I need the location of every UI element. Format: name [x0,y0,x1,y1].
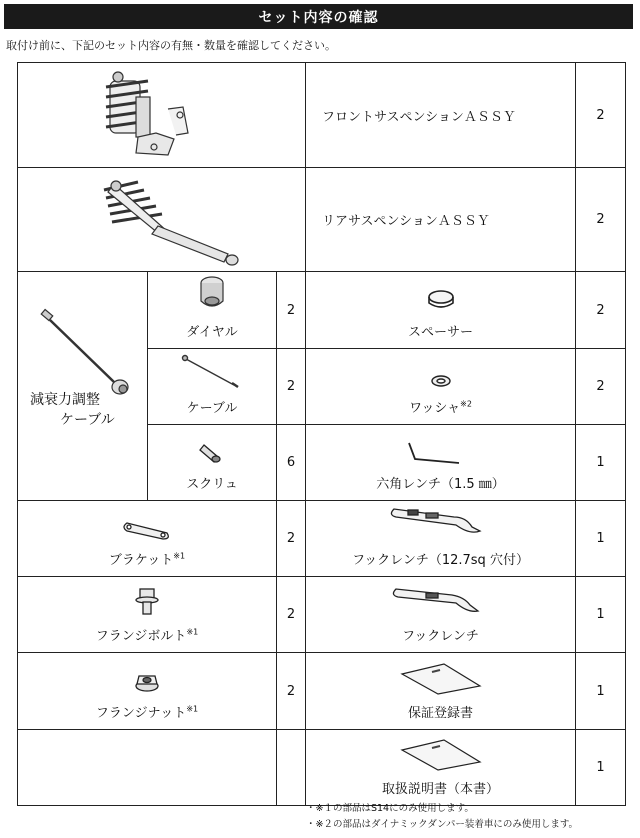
front-suspension-name: フロントサスペンションＡＳＳＹ [306,63,576,168]
table-row [18,272,626,349]
parts-table [17,62,626,806]
cable-group-label [30,390,115,430]
table-row [18,577,626,653]
table-row [18,653,626,730]
hex-wrench-icon [401,437,481,467]
cable-group-line2: ケーブル [60,412,115,428]
manual-qty: 1 [576,730,626,806]
warranty-card-icon [396,660,486,696]
cable-name: ケーブル [186,401,238,416]
front-suspension-illustration [18,63,306,163]
section-title: セット内容の確認 [4,4,633,29]
hook-wrench-sq-qty: 1 [576,501,626,577]
flange-nut-icon [127,668,167,696]
flange-bolt-note-mark: ※1 [186,627,199,637]
table-row [18,63,626,168]
manual-name: 取扱説明書（本書） [382,782,500,797]
footnote-1: ・※１の部品はS14にのみ使用します。 [306,803,474,814]
screw-qty: 6 [277,425,306,501]
cable-group-cell [18,272,148,501]
screw-icon [192,437,232,467]
cable-group-line1: 減衰力調整 [30,392,100,408]
table-row [18,730,626,806]
spacer-qty: 2 [576,272,626,349]
warranty-card-qty: 1 [576,653,626,730]
hook-wrench-name: フックレンチ [402,629,479,644]
footnote-2: ・※２の部品はダイナミックダンパー装着車にのみ使用します。 [306,819,579,830]
hook-wrench-icon [386,583,496,619]
front-suspension-qty: 2 [576,63,626,168]
dial-qty: 2 [277,272,306,349]
flange-nut-name: フランジナット [95,706,187,721]
bracket-qty: 2 [277,501,306,577]
warranty-card-name: 保証登録書 [408,706,474,721]
flange-bolt-qty: 2 [277,577,306,653]
table-row [18,168,626,272]
bracket-note-mark: ※1 [173,551,186,561]
washer-note-mark: ※2 [460,399,472,409]
hook-wrench-sq-name: フックレンチ（12.7sq 穴付） [352,553,529,568]
flange-nut-qty: 2 [277,653,306,730]
dial-name: ダイヤル [186,325,238,340]
hook-wrench-sq-icon [386,501,496,543]
spacer-name: スペーサー [408,325,474,340]
hook-wrench-qty: 1 [576,577,626,653]
manual-icon [396,736,486,772]
rear-suspension-qty: 2 [576,168,626,272]
washer-qty: 2 [576,349,626,425]
table-row [18,501,626,577]
flange-nut-note-mark: ※1 [186,704,199,714]
bracket-name: ブラケット [108,553,174,568]
cable-icon [172,353,252,391]
footnotes [306,801,578,833]
rear-suspension-illustration [18,168,306,267]
screw-name: スクリュ [186,477,238,492]
washer-icon [421,369,461,391]
rear-suspension-name: リアサスペンションＡＳＳＹ [306,168,576,272]
flange-bolt-name: フランジボルト [95,629,187,644]
flange-bolt-label [96,625,198,644]
flange-bolt-icon [127,585,167,619]
adjust-cable-illustration [18,272,148,502]
spacer-icon [421,285,461,315]
washer-label [409,397,472,416]
flange-nut-label [96,702,198,721]
intro-text: 取付け前に、下記のセット内容の有無・数量を確認してください。 [6,39,336,52]
bracket-label [109,549,185,568]
washer-name: ワッシャ [409,401,461,416]
bracket-icon [117,517,177,543]
dial-icon [192,273,232,315]
hex-wrench-name: 六角レンチ（1.5 ㎜） [376,477,505,492]
cable-qty: 2 [277,349,306,425]
hex-wrench-qty: 1 [576,425,626,501]
